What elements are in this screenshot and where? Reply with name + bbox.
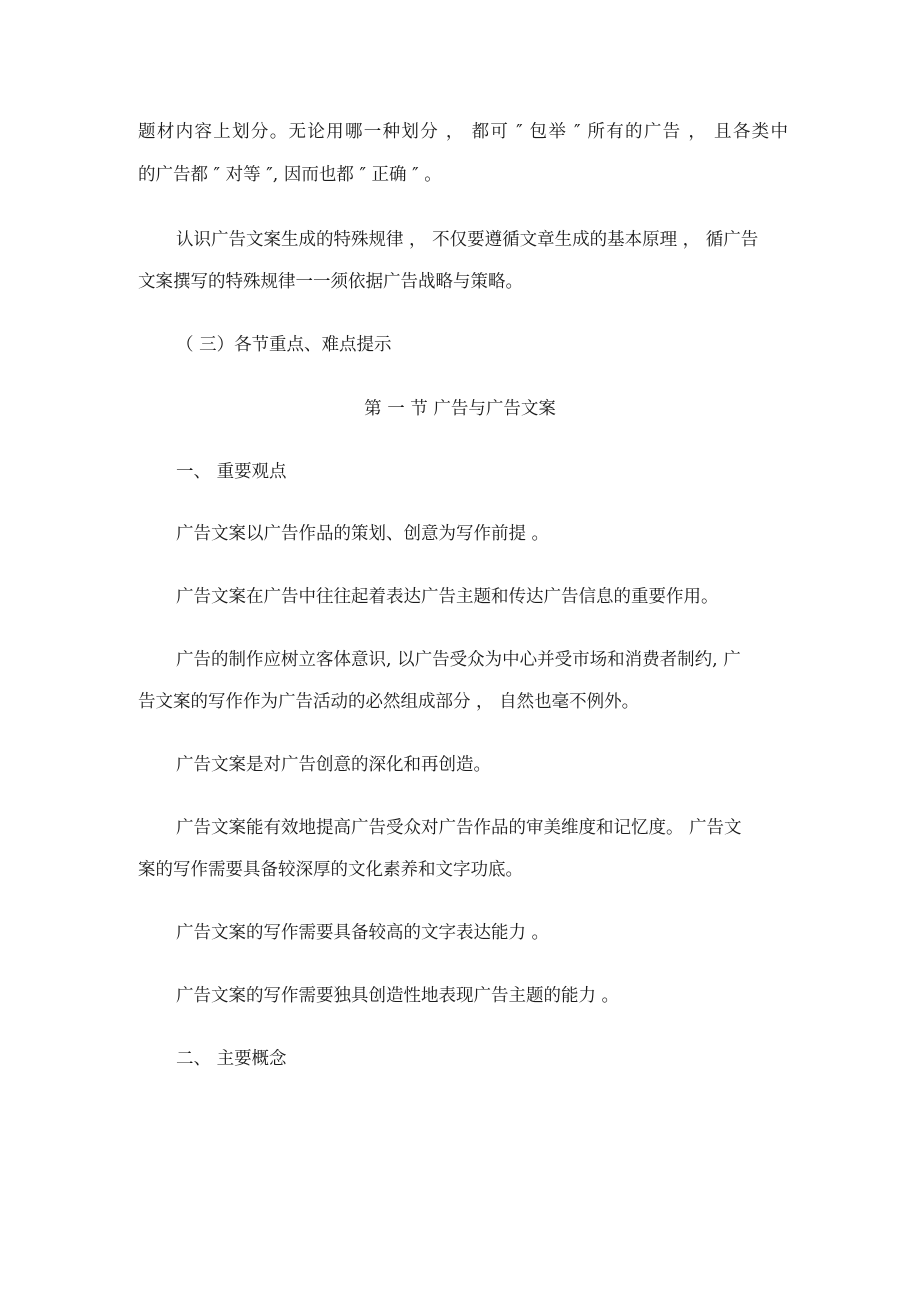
- paragraph-3: 广告文案以广告作品的策划、创意为写作前提 。: [176, 524, 550, 544]
- subheading-important-points: 一、 重要观点: [176, 462, 287, 482]
- section-title: 第 一 节 广告与广告文案: [364, 399, 556, 419]
- paragraph-2-line-2: 文案撰写的特殊规律一一须依据广告战略与策略。: [138, 272, 523, 292]
- paragraph-6: 广告文案是对广告创意的深化和再创造。: [176, 755, 491, 775]
- paragraph-7-line-2: 案的写作需要具备较深厚的文化素养和文字功底。: [138, 860, 523, 880]
- paragraph-5-line-2: 告文案的写作作为广告活动的必然组成部分 ， 自然也毫不例外。: [138, 692, 640, 712]
- paragraph-8: 广告文案的写作需要具备较高的文字表达能力 。: [176, 923, 550, 943]
- paragraph-5-line-1: 广告的制作应树立客体意识, 以广告受众为中心并受市场和消费者制约, 广: [176, 650, 741, 670]
- heading-section-3: （ 三）各节重点、难点提示: [176, 335, 392, 355]
- paragraph-2-line-1: 认识广告文案生成的特殊规律 ， 不仅要遵循文章生成的基本原理 ， 循广告: [176, 230, 759, 250]
- paragraph-1-line-2: 的广告都 ″ 对等 ″, 因而也都 ″ 正确 ″ 。: [138, 165, 442, 185]
- paragraph-4: 广告文案在广告中往往起着表达广告主题和传达广告信息的重要作用。: [176, 587, 719, 607]
- subheading-main-concepts: 二、 主要概念: [176, 1049, 287, 1069]
- paragraph-7-line-1: 广告文案能有效地提高广告受众对广告作品的审美维度和记忆度。 广告文: [176, 818, 742, 838]
- paragraph-1-line-1: 题材内容上划分。无论用哪一种划分 ， 都可 ″ 包举 ″ 所有的广告 ， 且各类中: [138, 122, 788, 142]
- paragraph-9: 广告文案的写作需要独具创造性地表现广告主题的能力 。: [176, 986, 620, 1006]
